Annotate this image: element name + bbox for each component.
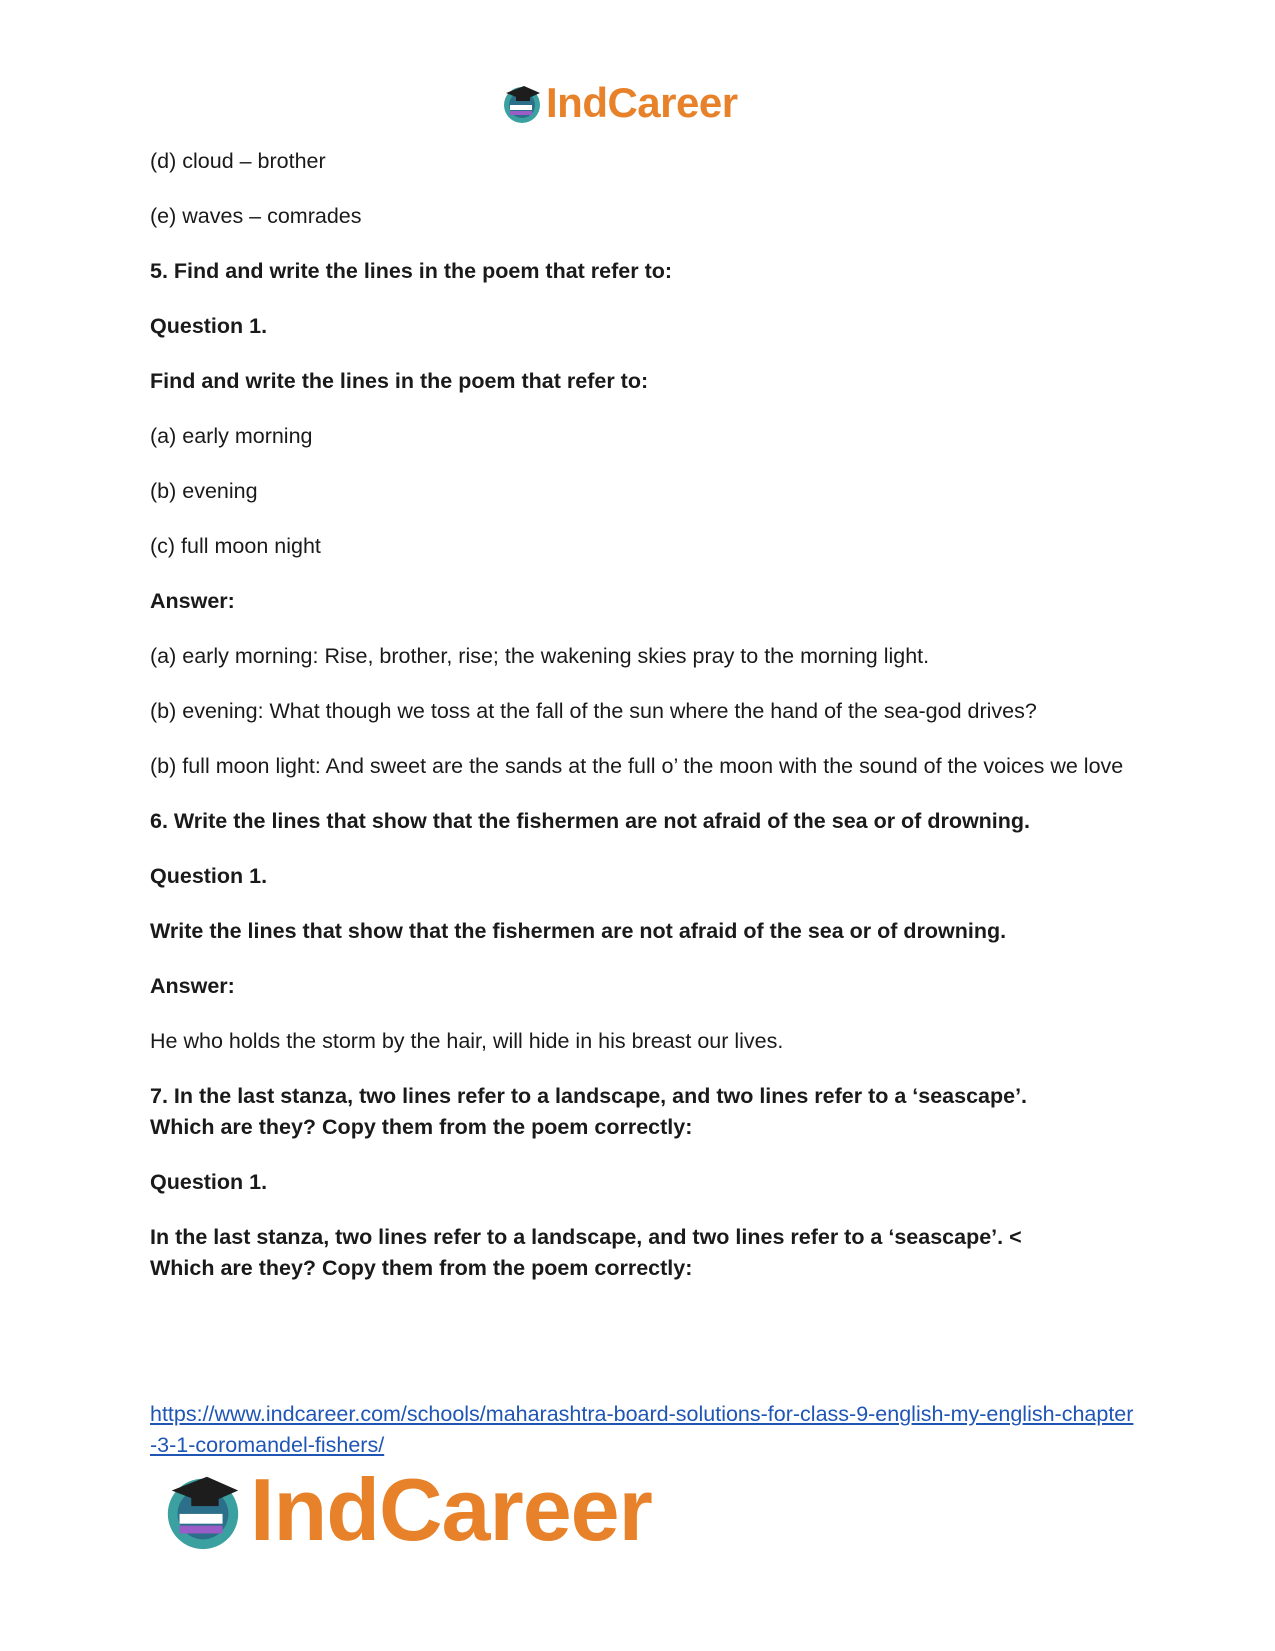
heading-paragraph: In the last stanza, two lines refer to a landscape, and two lines refer to a ‘seascape’. < Which are they? Copy them from the poem correctly: [150,1225,1022,1280]
heading-paragraph: Answer: [150,589,235,613]
heading-paragraph: Find and write the lines in the poem that refer to: [150,369,649,393]
body-paragraph: (e) waves – comrades [150,204,362,228]
body-paragraph: (d) cloud – brother [150,149,326,173]
graduation-cap-icon [500,81,544,125]
body-paragraph: (b) full moon light: And sweet are the sands at the full o’ the moon with the sound of the voices we love [150,754,1124,778]
brand-name: IndCareer [546,79,738,126]
body-paragraph: (c) full moon night [150,534,321,558]
heading-paragraph: Write the lines that show that the fishermen are not afraid of the sea or of drowning. [150,919,1007,943]
body-paragraph: He who holds the storm by the hair, will hide in his breast our lives. [150,1029,784,1053]
brand-name-footer: IndCareer [250,1460,652,1559]
heading-paragraph: Question 1. [150,314,268,338]
heading-paragraph: 5. Find and write the lines in the poem that refer to: [150,259,673,283]
heading-paragraph: Answer: [150,974,235,998]
footer-logo [160,1460,652,1559]
body-paragraph: (a) early morning [150,424,313,448]
body-paragraph: (b) evening [150,479,258,503]
heading-paragraph: 7. In the last stanza, two lines refer to a landscape, and two lines refer to a ‘seascape’. Which are they? Copy them from the poem correctly: [150,1084,1028,1139]
heading-paragraph: 6. Write the lines that show that the fishermen are not afraid of the sea or of drowning. [150,809,1031,833]
heading-paragraph: Question 1. [150,1170,268,1194]
heading-paragraph: Question 1. [150,864,268,888]
document-body [150,146,1130,1308]
graduation-cap-icon [160,1467,246,1553]
body-paragraph: (b) evening: What though we toss at the fall of the sun where the hand of the sea-god drives? [150,699,1037,723]
source-link[interactable]: https://www.indcareer.com/schools/maharashtra-board-solutions-for-class-9-english-my-english-chapter-3-1-coromandel-fishers/ [150,1402,1134,1457]
body-paragraph: (a) early morning: Rise, brother, rise; the wakening skies pray to the morning light. [150,644,930,668]
header-logo [500,80,738,126]
